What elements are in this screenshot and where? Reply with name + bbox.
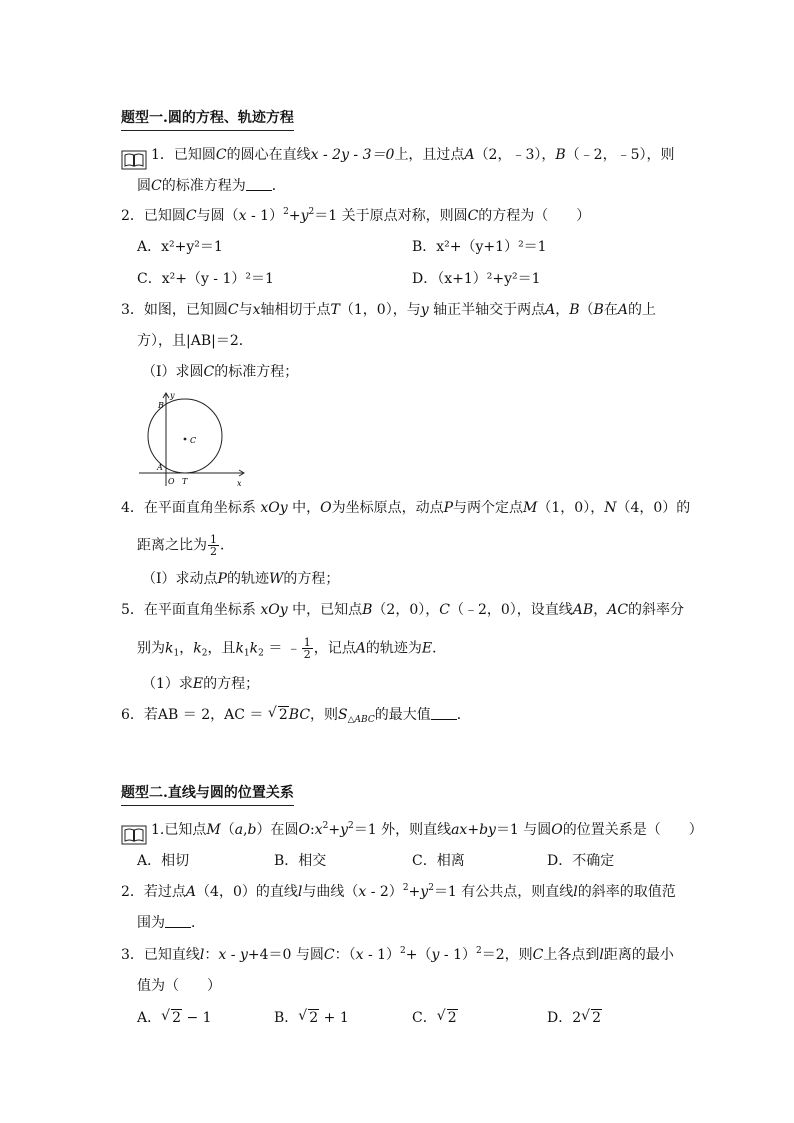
question-1-4-sub-1: （Ⅰ）求动点P的轨迹W的方程；	[142, 571, 340, 587]
figure-label-b: B	[158, 401, 164, 410]
sqrt-expression: √ 2	[299, 1009, 319, 1027]
option-2-3-b[interactable]: B．√ 2 + 1	[274, 1009, 349, 1027]
question-1-3-sub-1: （Ⅰ）求圆C的标准方程；	[142, 364, 299, 380]
figure-label-c: C	[190, 436, 197, 445]
option-2-1-a[interactable]: A．相切	[137, 853, 190, 869]
question-1-6: 6．若AB ＝ 2，AC ＝ √ 2BC，则$S_{\triangle ABC}$的最大值 ．	[121, 706, 471, 724]
question-1-5-sub-1: （1）求E的方程；	[142, 676, 260, 692]
section-heading-1: 题型一.圆的方程、轨迹方程	[121, 107, 294, 131]
question-1-3-line-1: 3．如图，已知圆C与x轴相切于点T（1，0），与y 轴正半轴交于两点A，B（B在A的上	[121, 302, 656, 318]
question-1-3-line-2: 方），且|AB|＝2．	[137, 333, 253, 349]
figure-label-y: y	[170, 391, 175, 400]
question-1-5-line-2: 别为$k_1$，$k_2$，且$k_1k_2$ ＝ ﹣ $\frac{1}{2}$ ，记点A的轨迹为E．	[137, 636, 447, 661]
question-1-2-stem: 2．已知圆C与圆$(x - 1)^2+y^2=1$ 关于原点对称，则圆C的方程为（ ）	[121, 207, 591, 224]
option-2-1-b[interactable]: B．相交	[274, 853, 327, 869]
sqrt-expression: √ 2	[582, 1009, 602, 1027]
option-2-3-a[interactable]: A．√ 2 − 1	[137, 1009, 212, 1027]
figure-label-a: A	[157, 463, 163, 472]
option-2-1-d[interactable]: D．不确定	[547, 853, 615, 869]
option-2-1-c[interactable]: C．相离	[412, 853, 465, 869]
question-1-4-line-1: 4．在平面直角坐标系 xOy 中，O为坐标原点，动点P与两个定点M（1，0），N（4，0）的	[121, 500, 691, 516]
book-icon	[121, 825, 147, 845]
question-2-3-line-1: 3．已知直线l：x - y+4＝0 与圆C：（x - 1）$^2$+（y - 1）$^2$＝2，则C上各点到l距离的最小	[121, 946, 674, 963]
circle-figure	[137, 390, 249, 490]
option-2-3-c[interactable]: C．√ 2	[412, 1009, 458, 1027]
figure-label-t: T	[182, 477, 188, 486]
figure-label-x: x	[237, 479, 242, 488]
option-1-2-c[interactable]: C．x²+（y - 1）²＝1	[137, 271, 274, 287]
fraction: $\frac{1}{2}$	[303, 636, 311, 661]
question-1-5-line-1: 5．在平面直角坐标系 xOy 中，已知点B（2，0），C（﹣2，0），设直线AB，AC的斜率分	[121, 602, 685, 618]
sqrt-expression: √ 2	[162, 1009, 182, 1027]
sqrt-expression: √ 2	[438, 1009, 458, 1027]
option-1-2-b[interactable]: B．x²+（y+1）²＝1	[412, 239, 547, 255]
question-1-1-line-1: 1．已知圆C的圆心在直线x - 2y - 3＝0上，且过点A（2，﹣3），B（﹣2，﹣5），则	[151, 147, 675, 163]
book-icon	[121, 150, 147, 170]
answer-blank[interactable]	[431, 707, 457, 720]
figure-label-o: O	[168, 477, 175, 486]
answer-blank[interactable]	[165, 915, 191, 928]
section-heading-2: 题型二.直线与圆的位置关系	[121, 782, 294, 806]
option-2-3-d[interactable]: D．2√ 2	[547, 1009, 602, 1027]
answer-blank[interactable]	[246, 178, 272, 191]
question-1-1-line-2: 圆C的标准方程为 ．	[137, 178, 286, 194]
question-2-1-stem: 1.已知点M（a,b）在圆$O:x^2+y^2=1$ 外，则直线ax+by＝1 与圆O的位置关系是（ ）	[151, 821, 703, 838]
sqrt-expression: √ 2	[269, 706, 289, 724]
question-1-4-line-2: 距离之比为 $\frac{1}{2}$ ．	[137, 533, 234, 558]
question-2-2-line-1: 2．若过点A（4，0）的直线l与曲线$(x - 2)^2+y^2=1$ 有公共点，则直线l的斜率的取值范	[121, 883, 676, 900]
option-1-2-d[interactable]: D．（x+1）²+y²＝1	[412, 271, 541, 287]
fraction: $\frac{1}{2}$	[210, 533, 217, 558]
option-1-2-a[interactable]: A．x²+y²＝1	[137, 239, 223, 255]
question-2-3-line-2: 值为（ ）	[137, 978, 221, 994]
question-2-2-line-2: 围为 ．	[137, 915, 205, 931]
